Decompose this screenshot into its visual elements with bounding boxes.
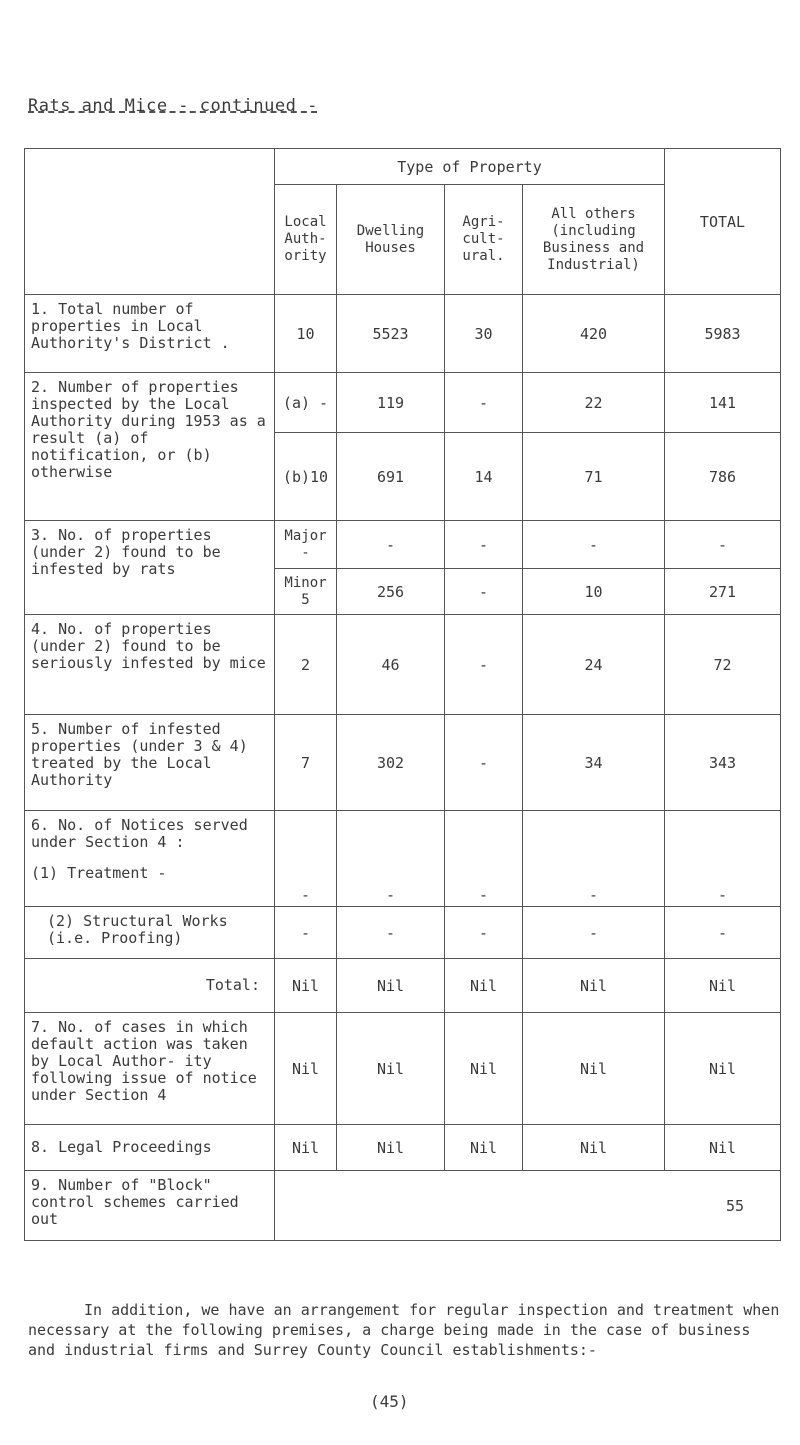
table-row [25,907,781,959]
cell-dwelling: - [337,907,445,959]
type-of-property-header: Type of Property [275,149,665,185]
cell-dwelling: - [337,521,445,569]
cell-others: 22 [523,373,665,433]
closing-paragraph: In addition, we have an arrangement for regular inspection and treatment when necessary at the following premises, a charge being made in the case of business and industrial firms and Surrey County Council establishments:- [28,1301,780,1359]
cell-total: 55 [275,1171,781,1241]
cell-dwelling: Nil [337,1125,445,1171]
row-label: 9. Number of "Block" control schemes carried out [25,1171,275,1241]
row-label: 1. Total number of properties in Local Authority's District . [25,295,275,373]
cell-agri: - [445,907,523,959]
cell-total: - [665,907,781,959]
table-row [25,811,781,907]
dwelling-houses-header: Dwelling Houses [337,185,445,295]
cell-dwelling: Nil [337,959,445,1013]
cell-local: (a) - [275,373,337,433]
row-label [25,811,275,907]
notices-label: 6. No. of Notices served under Section 4 : [31,816,248,851]
local-authority-header: Local Auth- ority [275,185,337,295]
cell-dwelling: 46 [337,615,445,715]
table-row [25,1013,781,1125]
corner-cell [25,149,275,295]
cell-agri: - [445,373,523,433]
all-others-header: All others (including Business and Industrial) [523,185,665,295]
cell-dwelling: 119 [337,373,445,433]
cell-local: 7 [275,715,337,811]
table-row [25,715,781,811]
table-row [25,1171,781,1241]
cell-total: 343 [665,715,781,811]
row-label: 8. Legal Proceedings [25,1125,275,1171]
row-label: 3. No. of properties (under 2) found to be infested by rats [25,521,275,615]
agricultural-header: Agri- cult- ural. [445,185,523,295]
cell-dwelling: - [337,811,445,907]
row-label: (2) Structural Works (i.e. Proofing) [25,907,275,959]
cell-agri: - [445,811,523,907]
cell-others: 420 [523,295,665,373]
cell-local: - [275,907,337,959]
cell-local: Nil [275,959,337,1013]
cell-local: Nil [275,1125,337,1171]
cell-total: 141 [665,373,781,433]
cell-agri: Nil [445,1013,523,1125]
cell-others: 34 [523,715,665,811]
cell-others: 10 [523,569,665,615]
cell-total: 72 [665,615,781,715]
cell-total: 271 [665,569,781,615]
row-label: 7. No. of cases in which default action was taken by Local Author- ity following issue of notice under Section 4 [25,1013,275,1125]
row-label: 4. No. of properties (under 2) found to be seriously infested by mice [25,615,275,715]
table-row [25,615,781,715]
table-row [25,959,781,1013]
cell-agri: - [445,615,523,715]
cell-local: Nil [275,1013,337,1125]
cell-agri: 30 [445,295,523,373]
cell-local: Minor 5 [275,569,337,615]
cell-total: - [665,811,781,907]
table-row [25,295,781,373]
cell-dwelling: 256 [337,569,445,615]
row-label: 5. Number of infested properties (under 3 & 4) treated by the Local Authority [25,715,275,811]
page-number: (45) [370,1392,409,1411]
cell-others: 24 [523,615,665,715]
cell-total: Nil [665,1125,781,1171]
cell-others: - [523,811,665,907]
cell-total: - [665,521,781,569]
cell-dwelling: 5523 [337,295,445,373]
cell-dwelling: 691 [337,433,445,521]
row-label: 2. Number of properties inspected by the Local Authority during 1953 as a result (a) of notification, or (b) otherwise [25,373,275,521]
cell-others: - [523,521,665,569]
cell-agri: - [445,521,523,569]
cell-others: 71 [523,433,665,521]
cell-local: Major - [275,521,337,569]
cell-others: Nil [523,1125,665,1171]
row-label: Total: [25,959,275,1013]
total-header: TOTAL [665,149,781,295]
cell-agri: Nil [445,1125,523,1171]
table-row [25,1125,781,1171]
cell-agri: - [445,715,523,811]
cell-agri: Nil [445,959,523,1013]
table-row [25,373,781,433]
cell-others: Nil [523,1013,665,1125]
cell-local: - [275,811,337,907]
cell-local: (b)10 [275,433,337,521]
table-row [25,521,781,569]
cell-total: 5983 [665,295,781,373]
cell-dwelling: 302 [337,715,445,811]
treatment-label: (1) Treatment - [31,864,167,882]
cell-dwelling: Nil [337,1013,445,1125]
cell-total: Nil [665,1013,781,1125]
cell-local: 10 [275,295,337,373]
cell-agri: - [445,569,523,615]
cell-local: 2 [275,615,337,715]
page-heading: Rats and Mice - continued - [28,96,318,116]
property-table [24,148,781,1241]
cell-total: 786 [665,433,781,521]
cell-agri: 14 [445,433,523,521]
cell-others: - [523,907,665,959]
cell-others: Nil [523,959,665,1013]
cell-total: Nil [665,959,781,1013]
